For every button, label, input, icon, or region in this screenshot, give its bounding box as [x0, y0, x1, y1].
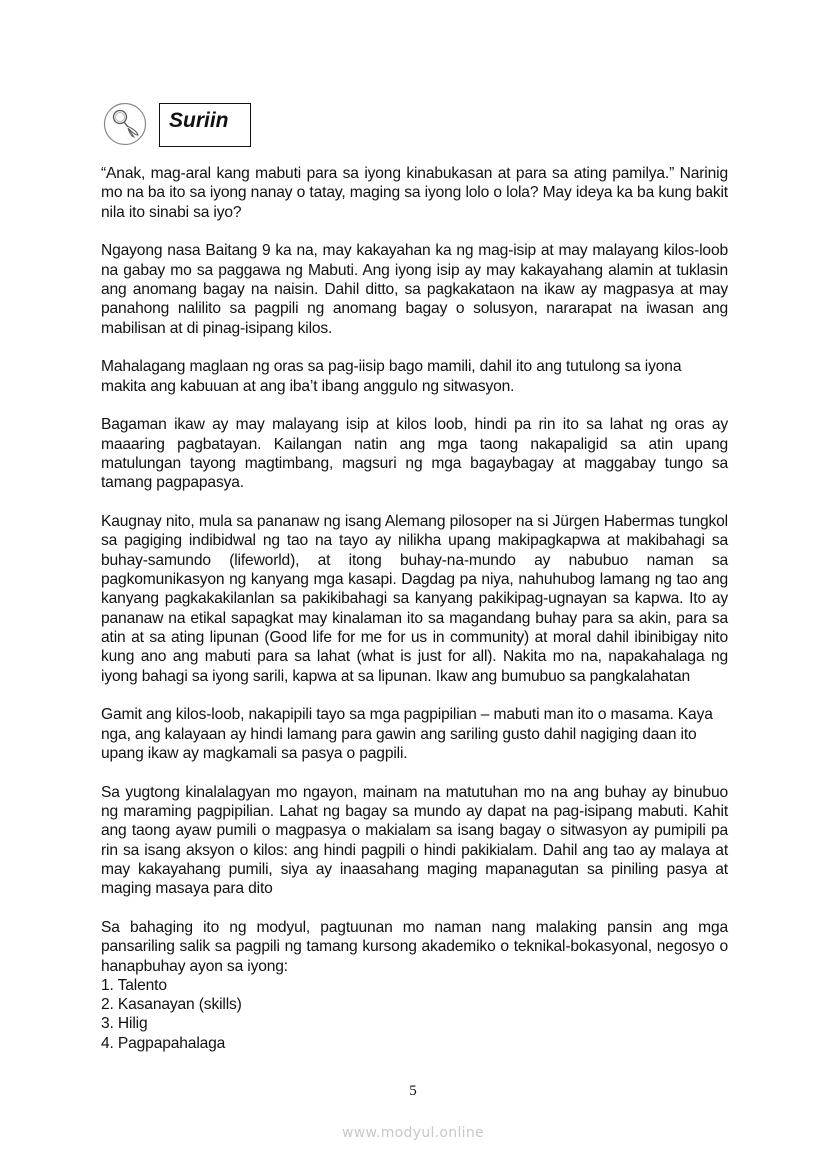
paragraph-intro-question: “Anak, mag-aral kang mabuti para sa iyong kinabukasan at para sa ating pamilya.” Narinig mo na ba ito sa iyong nanay o tatay, maging sa iyong lolo o lola? May ideya ka ba kung bakit nila ito sinabi sa iyo?: [101, 165, 728, 221]
list-item: 4. Pagpapahalaga: [101, 1034, 226, 1052]
section-header: [103, 100, 251, 148]
paragraph-guidance: Bagaman ikaw ay may malayang isip at kilos loob, hindi pa rin ito sa lahat ng oras ay maaaring pagbatayan. Kailangan natin ang mga taong nakapaligid sa atin upang matulungan tayong magtimbang, magsuri ng mga bagaybagay at maggabay tungo sa tamang pagpapasya.: [101, 416, 728, 492]
paragraph-module-focus: Sa bahaging ito ng modyul, pagtuunan mo naman nang malaking pansin ang mga pansariling salik sa pagpili ng tamang kursong akademiko o teknikal-bokasyonal, negosyo o hanapbuhay ayon sa iyong:: [101, 919, 728, 975]
section-title: Suriin: [169, 109, 229, 132]
paragraph-habermas: Kaugnay nito, mula sa pananaw ng isang Alemang pilosoper na si Jürgen Habermas tungkol sa pagiging indibidwal ng tao na tayo ay nilikha upang makipagkapwa at makibahagi sa buhay-samundo (lifeworld), at itong buhay-na-mundo ay nabubuo naman sa pagkomunikasyon ng kanyang mga kasapi. Dagdag pa niya, nahuhubog lamang ng tao ang kanyang pagkakakilanlan sa pakikibahagi sa kanyang pakikipag-ugnayan sa kapwa. Ito ay pananaw na etikal sapagkat may kinalaman ito sa magandang buhay para sa akin, para sa atin at sa ating lipunan (Good life for me for us in community) at moral dahil ibinibigay nito kung ano ang mabuti para sa lahat (what is just for all). Nakita mo na, napakahalaga ng iyong bahagi sa iyong sarili, kapwa at sa lipunan. Ikaw ang bumubuo sa pangkalahatan: [101, 513, 728, 685]
paragraph-free-will: Gamit ang kilos-loob, nakapipili tayo sa mga pagpipilian – mabuti man ito o masama. Kaya nga, ang kalayaan ay hindi lamang para gawin ang sariling gusto dahil nagiging daan ito upang ikaw ay magkamali sa pasya o pagpili.: [101, 706, 713, 762]
personal-factors-list: [101, 976, 728, 1053]
watermark: www.modyul.online: [342, 1125, 484, 1141]
magnifying-glass-icon: [103, 102, 147, 146]
list-item: 2. Kasanayan (skills): [101, 996, 242, 1014]
page-number: 5: [409, 1083, 417, 1099]
list-item: 1. Talento: [101, 976, 167, 994]
paragraph-grade-nine: Ngayong nasa Baitang 9 ka na, may kakayahan ka ng mag-isip at may malayang kilos-loob na gabay mo sa paggawa ng Mabuti. Ang iyong isip ay may kakayahang alamin at tuklasin ang anomang bagay na naisin. Dahil ditto, sa pagkakataon na ikaw ay magpasya at may panahong nalilito sa pagpili ng anomang bagay o solusyon, nararapat na iwasan ang mabilisan at di pinag-isipang kilos.: [101, 242, 728, 337]
paragraph-choices: Sa yugtong kinalalagyan mo ngayon, mainam na matutuhan mo na ang buhay ay binubuo ng maraming pagpipilian. Lahat ng bagay sa mundo ay dapat na pag-isipang mabuti. Kahit ang taong ayaw pumili o magpasya o makialam sa isang bagay o sitwasyon ay pumipili pa rin sa isang aksyon o kilos: ang hindi pagpili o hindi pakikialam. Dahil ang tao ay malaya at may kakayahang pumili, siya ay inaasahang maging mapanagutan sa piniling pasya at maging masaya para dito: [101, 783, 728, 898]
paragraph-reflection-time: Mahalagang maglaan ng oras sa pag-iisip bago mamili, dahil ito ang tutulong sa iyona makita ang kabuuan at ang iba’t ibang anggulo ng sitwasyon.: [101, 358, 682, 395]
document-body: [101, 164, 728, 1053]
section-title-box: [159, 103, 251, 147]
list-item: 3. Hilig: [101, 1015, 148, 1033]
